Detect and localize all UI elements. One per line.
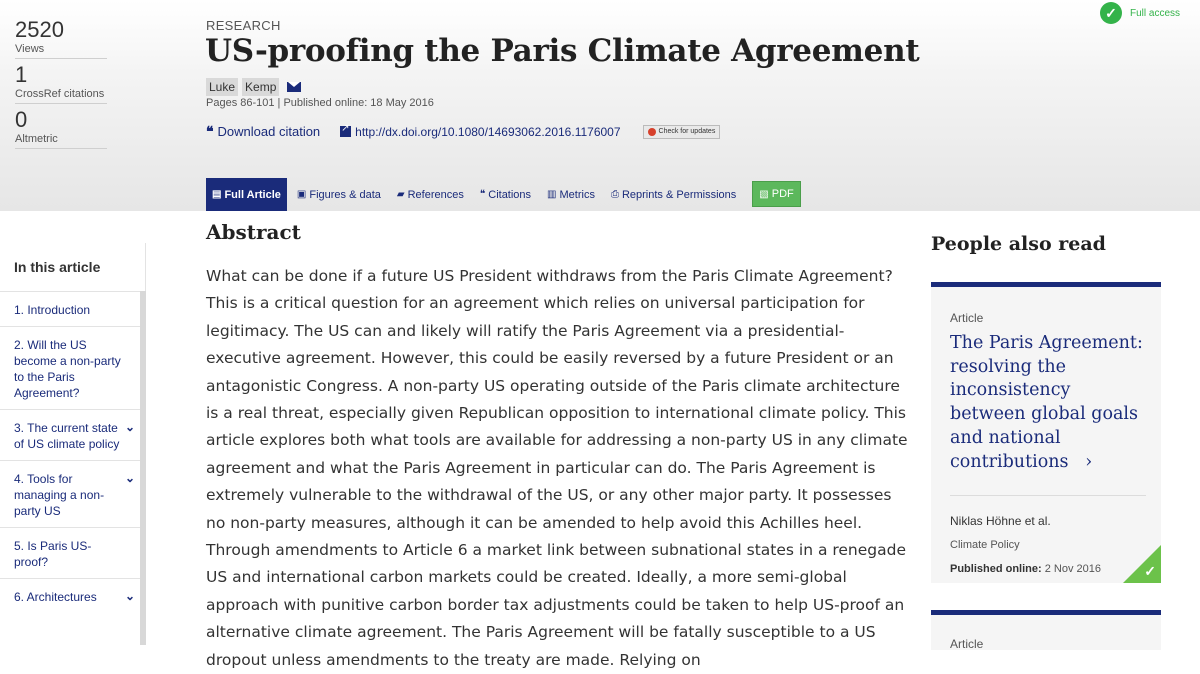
metric-value: 0 (15, 107, 28, 132)
quote-icon: ❝ (206, 123, 214, 140)
metric-views (15, 18, 107, 59)
envelope-icon[interactable] (287, 82, 301, 92)
crossmark-icon (648, 128, 656, 136)
card-date-value: 2 Nov 2016 (1044, 563, 1101, 575)
check-circle-icon: ✓ (1100, 2, 1122, 24)
chevron-down-icon[interactable]: ⌄ (124, 420, 135, 434)
card-journal: Climate Policy (950, 539, 1020, 551)
document-icon: ▤ (212, 189, 222, 200)
card-date-label: Published online: (950, 563, 1042, 575)
check-updates-label: Check for updates (658, 128, 716, 135)
chevron-right-icon: › (1074, 451, 1093, 472)
tab-label: Metrics (559, 188, 595, 201)
metric-value: 1 (15, 62, 28, 87)
article-tabs (206, 178, 801, 211)
tab-label: Reprints & Permissions (621, 188, 737, 201)
publication-info: Pages 86-101 | Published online: 18 May 2016 (206, 97, 434, 109)
card-divider (950, 495, 1146, 496)
download-citation-label: Download citation (217, 124, 321, 139)
card-author: Niklas Höhne et al. (950, 514, 1051, 528)
print-icon: ⎙ (610, 189, 619, 200)
article-metrics (15, 18, 125, 149)
author-list (206, 78, 301, 96)
toc-item-non-party[interactable] (0, 326, 145, 409)
toc-item-architectures[interactable] (0, 578, 145, 613)
card-title: The Paris Agreement: resolving the inconsistency between global goals and national contributions (950, 333, 1143, 472)
toc-item-introduction[interactable] (0, 291, 145, 326)
article-section: RESEARCH (206, 18, 281, 33)
pdf-icon: ▧ (759, 188, 769, 200)
chevron-down-icon[interactable]: ⌄ (124, 589, 135, 603)
external-link-icon (340, 126, 351, 137)
tab-label: Citations (488, 188, 532, 201)
metric-label: Altmetric (15, 133, 58, 145)
related-article-card[interactable] (931, 282, 1161, 583)
tab-label: Figures & data (309, 188, 381, 201)
people-also-read-heading: People also read (931, 233, 1106, 255)
full-access-label: Full access (1130, 7, 1181, 19)
full-access-badge (1100, 2, 1180, 24)
toc-item-label: 1. Introduction (14, 303, 91, 317)
toc-item-tools[interactable] (0, 460, 145, 527)
metric-label: Views (15, 43, 45, 55)
image-icon: ▣ (296, 189, 307, 200)
tab-citations[interactable] (472, 178, 539, 211)
tab-label: Full Article (224, 188, 281, 201)
metric-label: CrossRef citations (15, 88, 105, 100)
abstract-heading: Abstract (206, 220, 301, 244)
toc-item-label: 3. The current state of US climate policy (14, 421, 120, 451)
tab-figures-data[interactable] (289, 178, 389, 211)
tab-reprints-permissions[interactable] (603, 178, 744, 211)
card-title-link[interactable] (950, 332, 1150, 474)
tab-references[interactable] (389, 178, 472, 211)
toc-heading: In this article (14, 259, 101, 275)
toc-item-label: 4. Tools for managing a non-party US (14, 472, 105, 518)
tab-label: PDF (771, 188, 794, 200)
card-type: Article (950, 311, 984, 325)
doi-label: http://dx.doi.org/10.1080/14693062.2016.1176007 (355, 124, 621, 139)
tab-metrics[interactable] (539, 178, 603, 211)
toc-item-current-state[interactable] (0, 409, 145, 460)
author-first-name[interactable]: Luke (206, 78, 238, 96)
doi-link[interactable] (340, 125, 620, 139)
check-icon: ✓ (1144, 563, 1156, 579)
chevron-down-icon[interactable]: ⌄ (124, 471, 135, 485)
tab-full-article[interactable] (206, 178, 287, 211)
toc-item-us-proof[interactable] (0, 527, 145, 578)
toc-item-label: 6. Architectures (14, 590, 97, 604)
card-date (950, 563, 1101, 575)
metric-altmetric (15, 108, 107, 149)
article-links (206, 124, 720, 139)
pdf-button[interactable] (752, 181, 800, 207)
metric-value: 2520 (15, 17, 64, 42)
book-icon: ▰ (396, 189, 405, 200)
author-last-name[interactable]: Kemp (242, 78, 279, 96)
check-updates-button[interactable] (643, 125, 721, 139)
article-title: US-proofing the Paris Climate Agreement (205, 33, 920, 69)
toc-scrollbar[interactable] (140, 291, 146, 645)
table-of-contents (0, 243, 146, 645)
article-header (0, 0, 1200, 211)
download-citation-link[interactable] (206, 124, 320, 139)
toc-item-label: 5. Is Paris US-proof? (14, 539, 92, 569)
tab-label: References (407, 188, 464, 201)
abstract-text: What can be done if a future US President withdraws from the Paris Climate Agreement? This is a critical question for an agreement which relies on universal participation for legitimacy. The US can and likely will ratify the Paris Agreement via a presidential-executive agreement. However, this could be easily reversed by a future President or an antagonistic Congress. A non-party US operating outside of the Paris climate architecture is a real threat, especially given Republican opposition to international climate policy. This article explores both what tools are available for addressing a non-party US in any climate agreement and what the Paris Agreement in particular can do. The Paris Agreement is extremely vulnerable to the withdrawal of the US, or any other major party. It possesses no non-party measures, although it can be amended to help avoid this Achilles heel. Through amendments to Article 6 a market link between subnational states in a renegade US and international carbon markets could be created. Ideally, a more semi-global approach with punitive carbon border tax adjustments could be taken to help US-proof an alternative climate agreement. The Paris Agreement will be fatally susceptible to a US dropout unless amendments to the treaty are made. Relying on (206, 267, 908, 669)
card-type: Article (950, 637, 984, 651)
related-article-card[interactable] (931, 610, 1161, 650)
bar-chart-icon: ▥ (547, 189, 557, 200)
toc-item-label: 2. Will the US become a non-party to the Paris Agreement? (14, 338, 121, 400)
metric-citations (15, 63, 107, 104)
quote-icon: ❝ (479, 189, 486, 200)
